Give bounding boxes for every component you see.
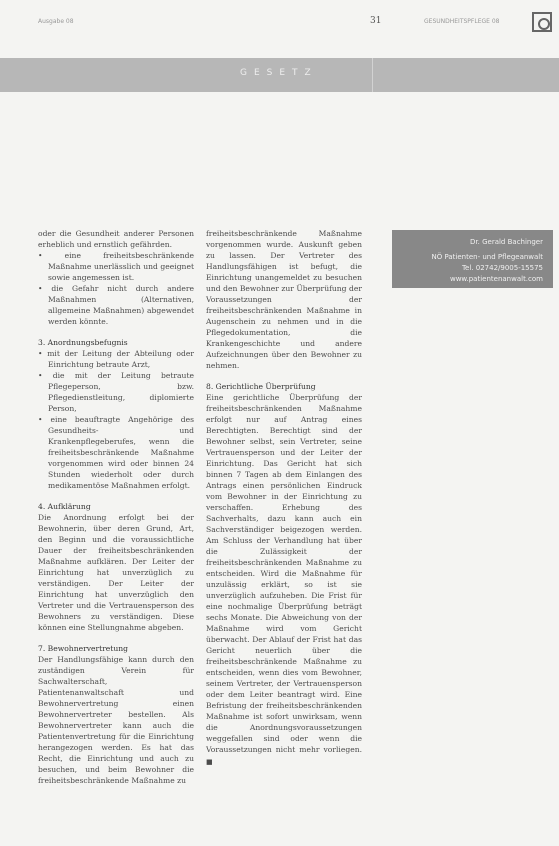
page-header: [0, 0, 559, 40]
list-item: • mit der Leitung der Abteilung oder Einrichtung betraute Arzt,: [38, 348, 194, 370]
contact-org: NÖ Patienten- und Pflegeanwalt: [431, 253, 543, 261]
list-item: • eine freiheitsbeschränkende Maßnahme unerlässlich und geeignet sowie angemessen ist.: [38, 250, 194, 283]
contact-phone: Tel. 02742/9005-15575: [461, 264, 543, 272]
list-item: • eine beauftragte Angehörige des Gesundheits- und Krankenpflegeberufes, wenn die freiheitsbeschränkende Maßnahme vorgenommen wird oder binnen 24 Stunden wiederholt oder durch medikamentöse Maßnahmen erfolgt.: [38, 414, 194, 491]
paragraph: Eine gerichtliche Überprüfung der freiheitsbeschränkenden Maßnahme erfolgt nur auf Antrag eines Berechtigten. Berechtigt sind der Bewohner selbst, sein Vertreter, seine Vertrauensperson und der Leiter der Einrichtung. Das Gericht hat sich binnen 7 Tagen ab dem Einlangen des Antrags einen persönlichen Eindruck vom Bewohner in der Einrichtung zu verschaffen. Erhebung des Sachverhalts, dazu kann auch ein Sachverständiger beigezogen werden. Am Schluss der Verhandlung hat über die Zulässigkeit der freiheitsbeschränkenden Maßnahme zu entscheiden. Wird die Maßnahme für unzulässig erklärt, so ist sie unverzüglich aufzuheben. Die Frist für eine nochmalige Überprüfung beträgt sechs Monate. Die Abweichung von der Maßnahme wird vom Gericht überwacht. Der Ablauf der Frist hat das Gericht neuerlich über die freiheitsbeschränkende Maßnahme zu entscheiden, wenn dies vom Bewohner, seinem Vertreter, der Vertrauensperson oder dem Leiter beantragt wird. Eine Befristung der freiheitsbeschränkenden Maßnahme ist sofort unwirksam, wenn die Anordnungsvoraussetzungen weggefallen sind oder wenn die Voraussetzungen nicht mehr vorliegen. ■: [206, 392, 362, 768]
page-number: 31: [370, 16, 382, 26]
article-column-1: [38, 228, 194, 789]
article-column-2: [206, 228, 362, 771]
list-item: • die mit der Leitung betraute Pflegeperson, bzw. Pflegedienstleitung, diplomierte Person,: [38, 370, 194, 414]
list-item: • die Gefahr nicht durch andere Maßnahmen (Alternativen, allgemeine Maßnahmen) abgewendet werden könnte.: [38, 283, 194, 327]
contact-box: [392, 230, 553, 288]
paragraph: Die Anordnung erfolgt bei der Bewohnerin, über deren Grund, Art, den Beginn und die voraussichtliche Dauer der freiheitsbeschränkenden Maßnahme aufklären. Der Leiter der Einrichtung hat unverzüglich zu verständigen. Der Leiter der Einrichtung hat unverzüglich den Vertreter und die Vertrauensperson des Bewohners zu verständigen. Diese können eine Stellungnahme abgeben.: [38, 513, 194, 632]
section-heading: 8. Gerichtliche Überprüfung: [206, 382, 316, 391]
contact-website-link[interactable]: www.patientenanwalt.com: [449, 275, 543, 283]
section-heading: 7. Bewohnervertretung: [38, 644, 128, 653]
authority-list: [38, 348, 194, 491]
contact-name: Dr. Gerald Bachinger: [470, 238, 543, 246]
band-divider: [372, 58, 373, 92]
section-band: [0, 58, 559, 92]
section-heading: 3. Anordnungsbefugnis: [38, 338, 128, 347]
criteria-list: [38, 250, 194, 327]
paragraph: freiheitsbeschränkende Maßnahme vorgenommen wurde. Auskunft geben zu lassen. Der Vertreter des Handlungsfähigen ist befugt, die Einrichtung unangemeldet zu besuchen und den Bewohner zur Überprüfung der Voraussetzungen der freiheitsbeschränkenden Maßnahme in Augenschein zu nehmen und in die Pflegedokumentation, die Krankengeschichte und andere Aufzeichnungen über den Bewohner zu nehmen.: [206, 229, 362, 370]
section-title: GESETZ: [240, 68, 318, 78]
magazine-logo-icon: [532, 12, 552, 32]
paragraph: Der Handlungsfähige kann durch den zuständigen Verein für Sachwalterschaft, Patientenanwaltschaft und Bewohnervertretung einen Bewohnervertreter bestellen. Als Bewohnervertreter kann auch die Patientenvertretung für die Einrichtung herangezogen werden. Es hat das Recht, die Einrichtung und auch zu besuchen, und beim Bewohner die freiheitsbeschränkende Maßnahme zu: [38, 655, 194, 785]
header-right: GESUNDHEITSPFLEGE 08: [424, 18, 500, 25]
section-heading: 4. Aufklärung: [38, 502, 91, 511]
header-left: Ausgabe 08: [38, 18, 74, 25]
paragraph: oder die Gesundheit anderer Personen erheblich und ernstlich gefährden.: [38, 229, 194, 249]
